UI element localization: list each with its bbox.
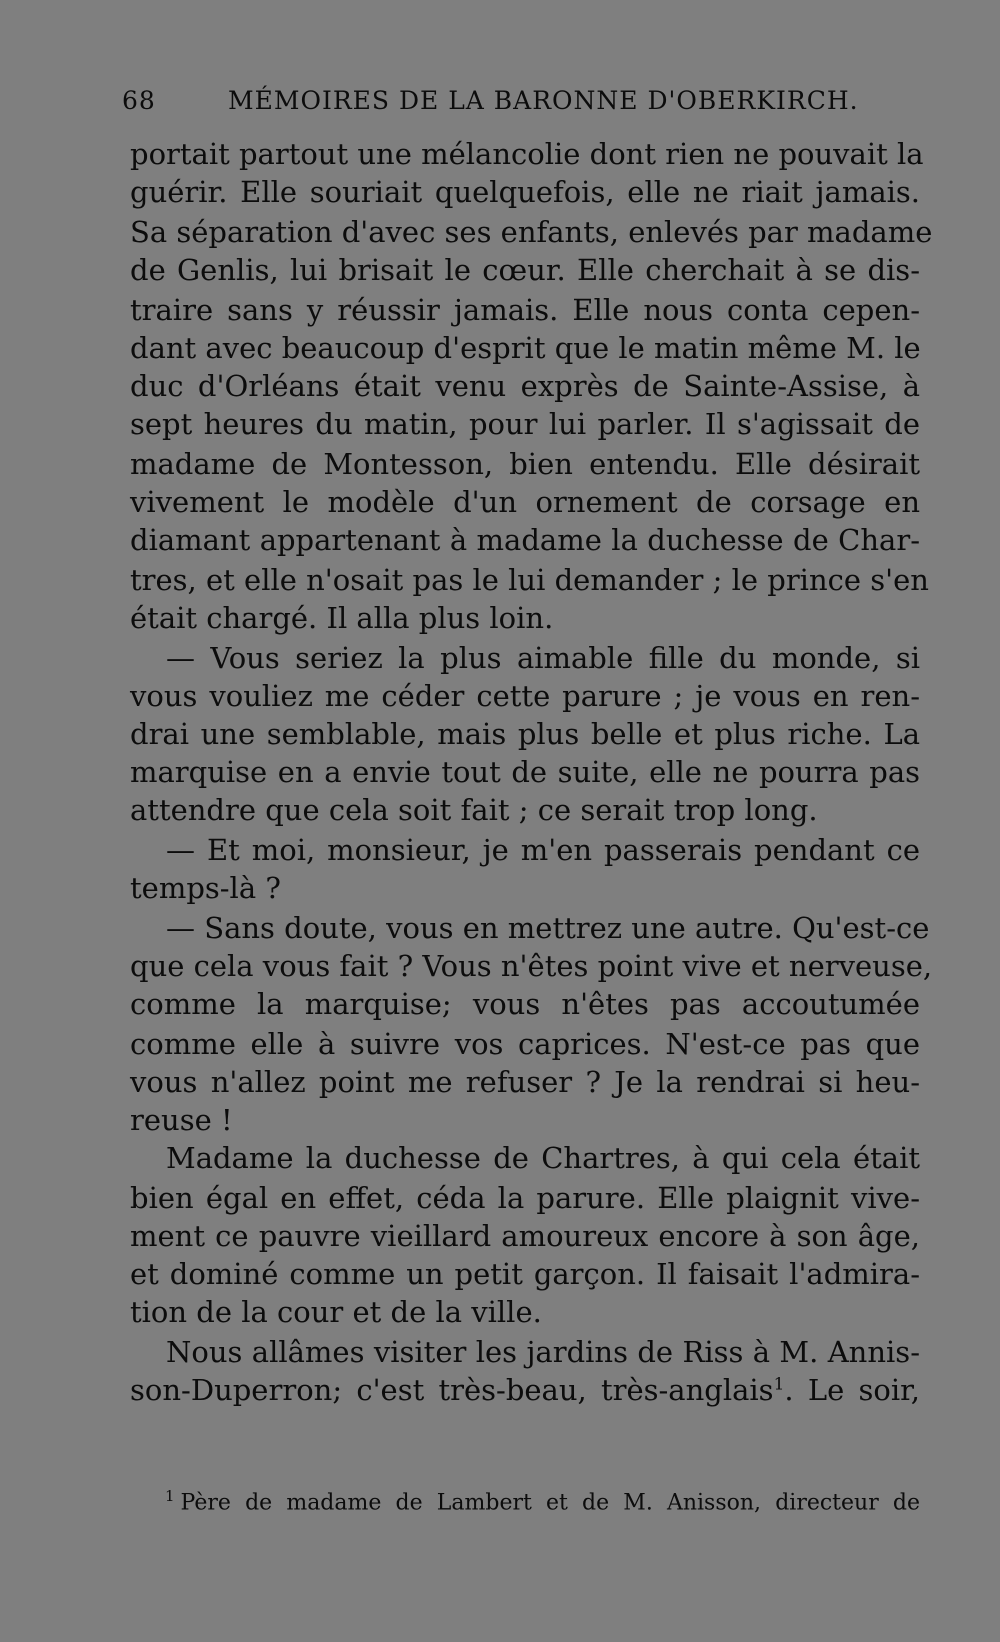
page-header <box>122 86 859 122</box>
text-line: comme elle à suivre vos caprices. N'est-ce pas que <box>130 1027 920 1061</box>
footnote <box>165 1478 920 1514</box>
text-line: — Et moi, monsieur, je m'en passerais pendant ce <box>166 833 920 867</box>
text-line: tion de la cour et de la ville. <box>130 1295 542 1329</box>
text-line: drai une semblable, mais plus belle et plus riche. La <box>130 717 920 751</box>
text-line: madame de Montesson, bien entendu. Elle désirait <box>130 447 920 481</box>
text-line: comme la marquise; vous n'êtes pas accoutumée <box>130 987 920 1021</box>
text-line: traire sans y réussir jamais. Elle nous conta cepen- <box>130 293 920 327</box>
footnote-text: Père de madame de Lambert et de M. Anisson, directeur de <box>180 1490 920 1516</box>
footnote-marker: 1 <box>165 1487 175 1505</box>
text-line: portait partout une mélancolie dont rien ne pouvait la <box>130 137 924 171</box>
text-line: reuse ! <box>130 1103 233 1137</box>
text-line: tres, et elle n'osait pas le lui demander ; le prince s'en <box>130 563 929 597</box>
text-line: sept heures du matin, pour lui parler. Il s'agissait de <box>130 407 920 441</box>
text-line: Sa séparation d'avec ses enfants, enlevés par madame <box>130 215 933 249</box>
text-line: bien égal en effet, céda la parure. Elle plaignit vive- <box>130 1181 920 1215</box>
text-line: dant avec beaucoup d'esprit que le matin même M. le <box>130 331 921 365</box>
text-line: — Vous seriez la plus aimable fille du monde, si <box>166 641 920 675</box>
text-line: temps-là ? <box>130 871 281 905</box>
text-line: ment ce pauvre vieillard amoureux encore à son âge, <box>130 1219 920 1253</box>
text-line: Nous allâmes visiter les jardins de Riss à M. Annis- <box>166 1335 920 1369</box>
text-line: et dominé comme un petit garçon. Il faisait l'admira- <box>130 1257 920 1291</box>
text-line: que cela vous fait ? Vous n'êtes point vive et nerveuse, <box>130 949 933 983</box>
text-line-part: son-Duperron; c'est très-beau, très-anglais <box>130 1373 774 1407</box>
text-line: Madame la duchesse de Chartres, à qui cela était <box>166 1141 920 1175</box>
text-line: duc d'Orléans était venu exprès de Sainte-Assise, à <box>130 369 920 403</box>
text-line: diamant appartenant à madame la duchesse de Char- <box>130 523 920 557</box>
text-line: était chargé. Il alla plus loin. <box>130 601 554 635</box>
text-line: attendre que cela soit fait ; ce serait trop long. <box>130 793 818 827</box>
text-line-part: . Le soir, <box>784 1373 920 1407</box>
text-line <box>130 1370 920 1410</box>
text-line: vous n'allez point me refuser ? Je la rendrai si heu- <box>130 1065 920 1099</box>
text-line: — Sans doute, vous en mettrez une autre. Qu'est-ce <box>166 911 930 945</box>
text-line: vous vouliez me céder cette parure ; je vous en ren- <box>130 679 920 713</box>
text-line: marquise en a envie tout de suite, elle ne pourra pas <box>130 755 920 789</box>
text-line: de Genlis, lui brisait le cœur. Elle cherchait à se dis- <box>130 253 920 287</box>
text-line: guérir. Elle souriait quelquefois, elle ne riait jamais. <box>130 175 920 209</box>
running-title: MÉMOIRES DE LA BARONNE D'OBERKIRCH. <box>228 86 859 115</box>
footnote-reference: 1 <box>773 1374 785 1395</box>
text-line: vivement le modèle d'un ornement de corsage en <box>130 485 920 519</box>
page-number: 68 <box>122 86 156 115</box>
